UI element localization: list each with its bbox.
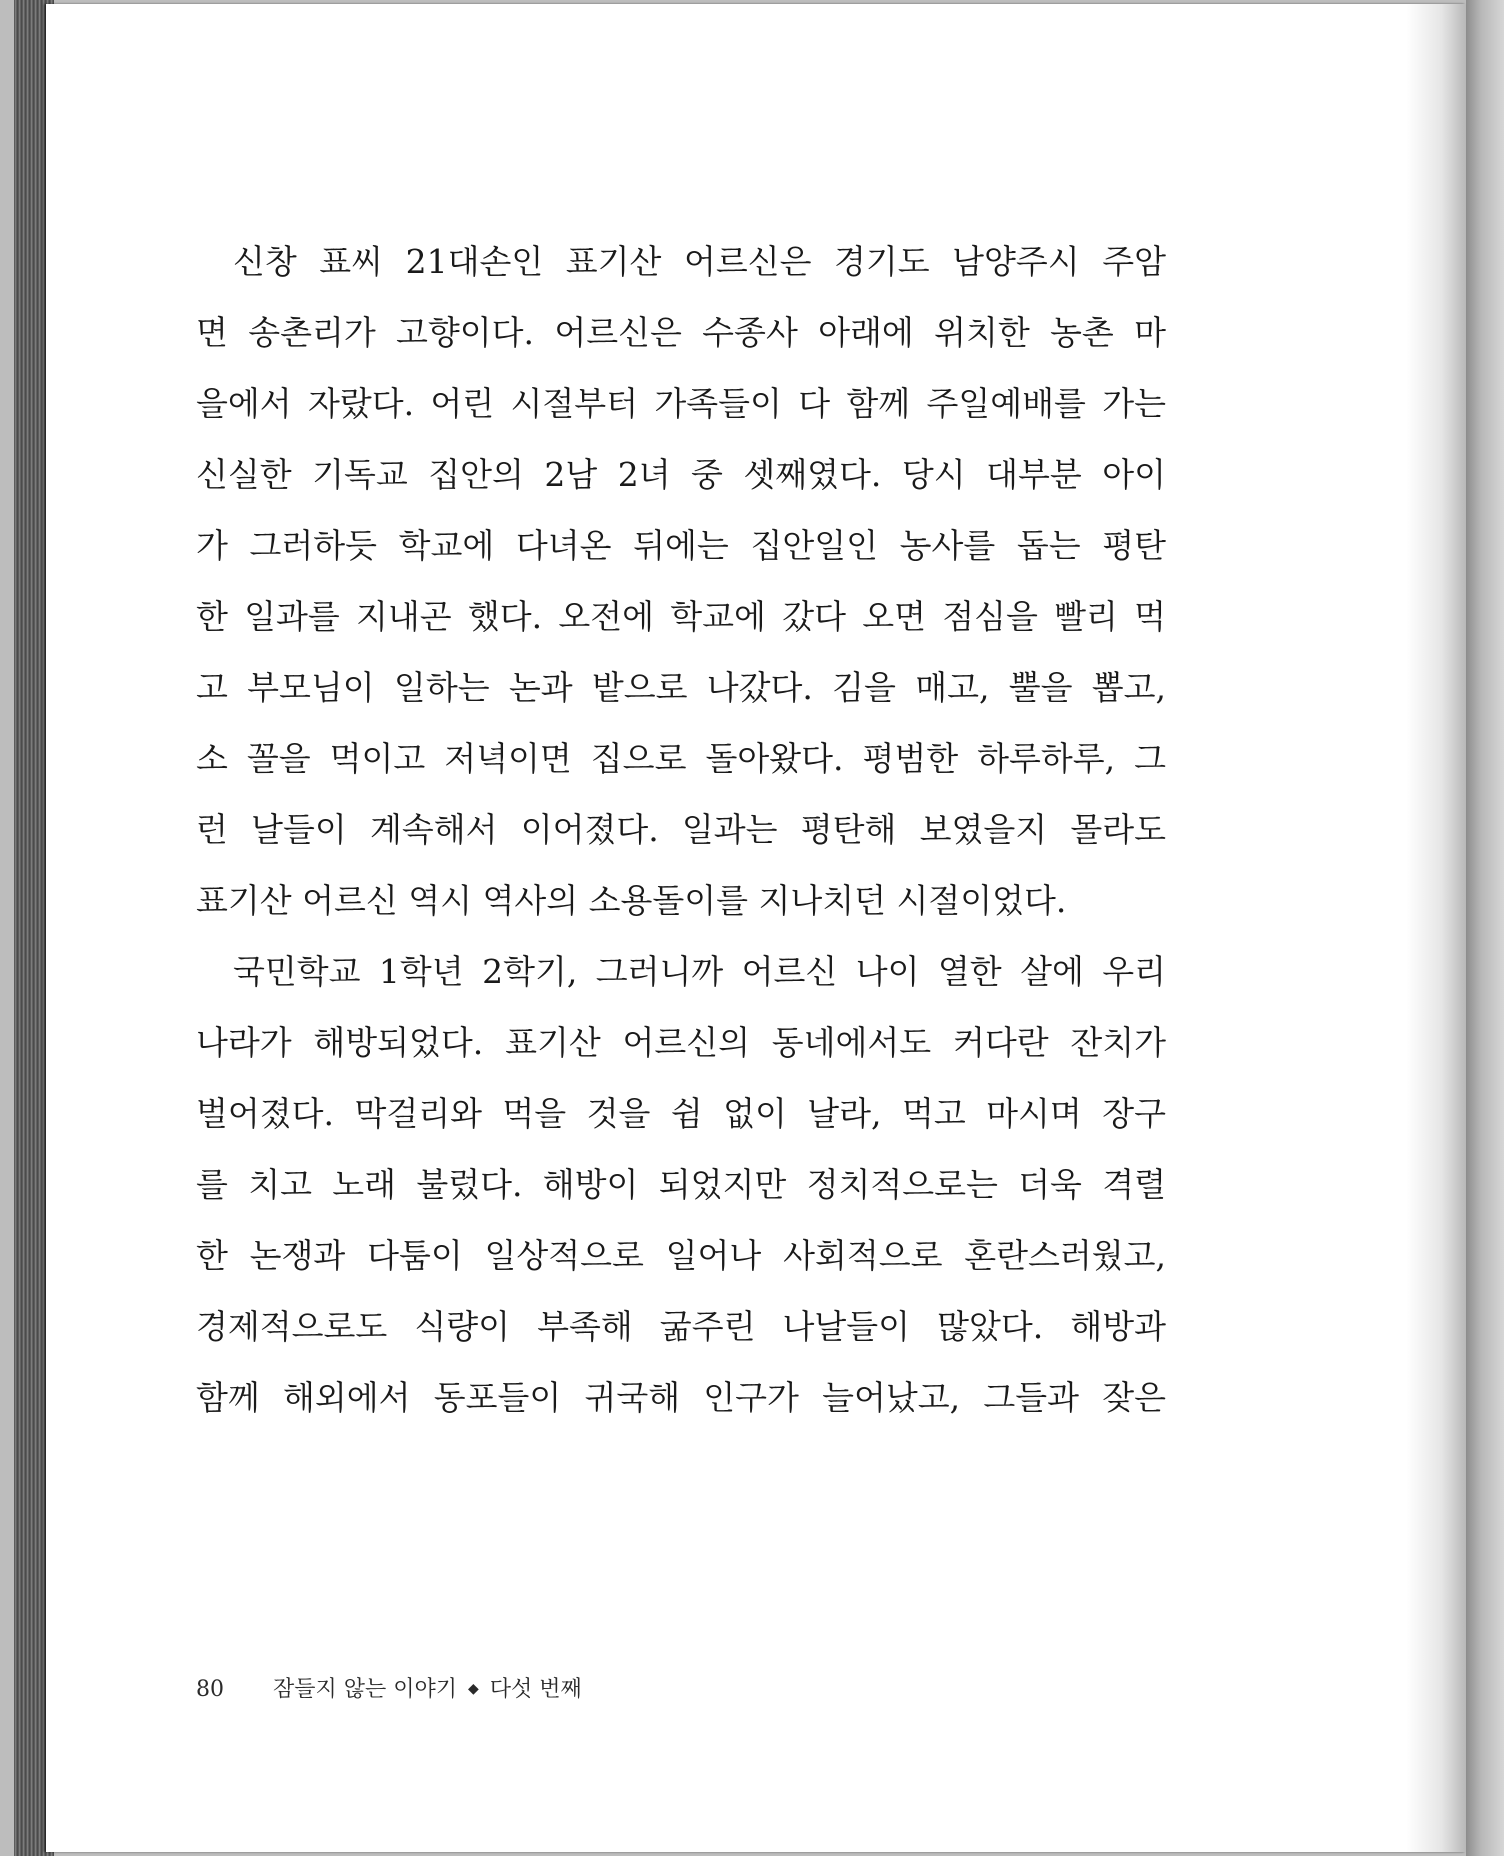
paragraph-1-line: 소 꼴을 먹이고 저녁이면 집으로 돌아왔다. 평범한 하루하루, 그 bbox=[196, 739, 1166, 778]
page-number: 80 bbox=[196, 1677, 224, 1702]
paragraph-1-line: 을에서 자랐다. 어린 시절부터 가족들이 다 함께 주일예배를 가는 bbox=[196, 384, 1166, 423]
page-gutter-shadow bbox=[1406, 4, 1466, 1852]
paragraph-2-line: 벌어졌다. 막걸리와 먹을 것을 쉼 없이 날라, 먹고 마시며 장구 bbox=[196, 1094, 1166, 1133]
paragraph-1-line: 신창 표씨 21대손인 표기산 어르신은 경기도 남양주시 주암 bbox=[233, 242, 1166, 281]
paragraph-2-line: 경제적으로도 식량이 부족해 굶주린 나날들이 많았다. 해방과 bbox=[196, 1307, 1166, 1346]
paragraph-1-line: 면 송촌리가 고향이다. 어르신은 수종사 아래에 위치한 농촌 마 bbox=[196, 313, 1166, 352]
paragraph-1-line: 런 날들이 계속해서 이어졌다. 일과는 평탄해 보였을지 몰라도 bbox=[196, 810, 1166, 849]
paragraph-2-line: 함께 해외에서 동포들이 귀국해 인구가 늘어났고, 그들과 잦은 bbox=[196, 1378, 1166, 1417]
book-volume: 다섯 번째 bbox=[489, 1677, 582, 1702]
scan-right-margin bbox=[1466, 0, 1504, 1856]
book-title: 잠들지 않는 이야기 bbox=[273, 1677, 458, 1702]
paragraph-2-line: 한 논쟁과 다툼이 일상적으로 일어나 사회적으로 혼란스러웠고, bbox=[196, 1236, 1166, 1275]
paragraph-1-line: 가 그러하듯 학교에 다녀온 뒤에는 집안일인 농사를 돕는 평탄 bbox=[196, 526, 1166, 565]
paragraph-2-line: 나라가 해방되었다. 표기산 어르신의 동네에서도 커다란 잔치가 bbox=[196, 1023, 1166, 1062]
diamond-separator-icon: ◆ bbox=[468, 1681, 479, 1697]
page-footer bbox=[196, 1672, 582, 1703]
paragraph-1-line: 고 부모님이 일하는 논과 밭으로 나갔다. 김을 매고, 뿔을 뽑고, bbox=[196, 668, 1166, 707]
paragraph-1-line: 표기산 어르신 역시 역사의 소용돌이를 지나치던 시절이었다. bbox=[196, 881, 1067, 920]
paragraph-1-line: 한 일과를 지내곤 했다. 오전에 학교에 갔다 오면 점심을 빨리 먹 bbox=[196, 597, 1166, 636]
paragraph-1-line: 신실한 기독교 집안의 2남 2녀 중 셋째였다. 당시 대부분 아이 bbox=[196, 455, 1166, 494]
body-text bbox=[196, 226, 1166, 1433]
paragraph-2-line: 를 치고 노래 불렀다. 해방이 되었지만 정치적으로는 더욱 격렬 bbox=[196, 1165, 1166, 1204]
paragraph-2-line: 국민학교 1학년 2학기, 그러니까 어르신 나이 열한 살에 우리 bbox=[233, 952, 1166, 991]
